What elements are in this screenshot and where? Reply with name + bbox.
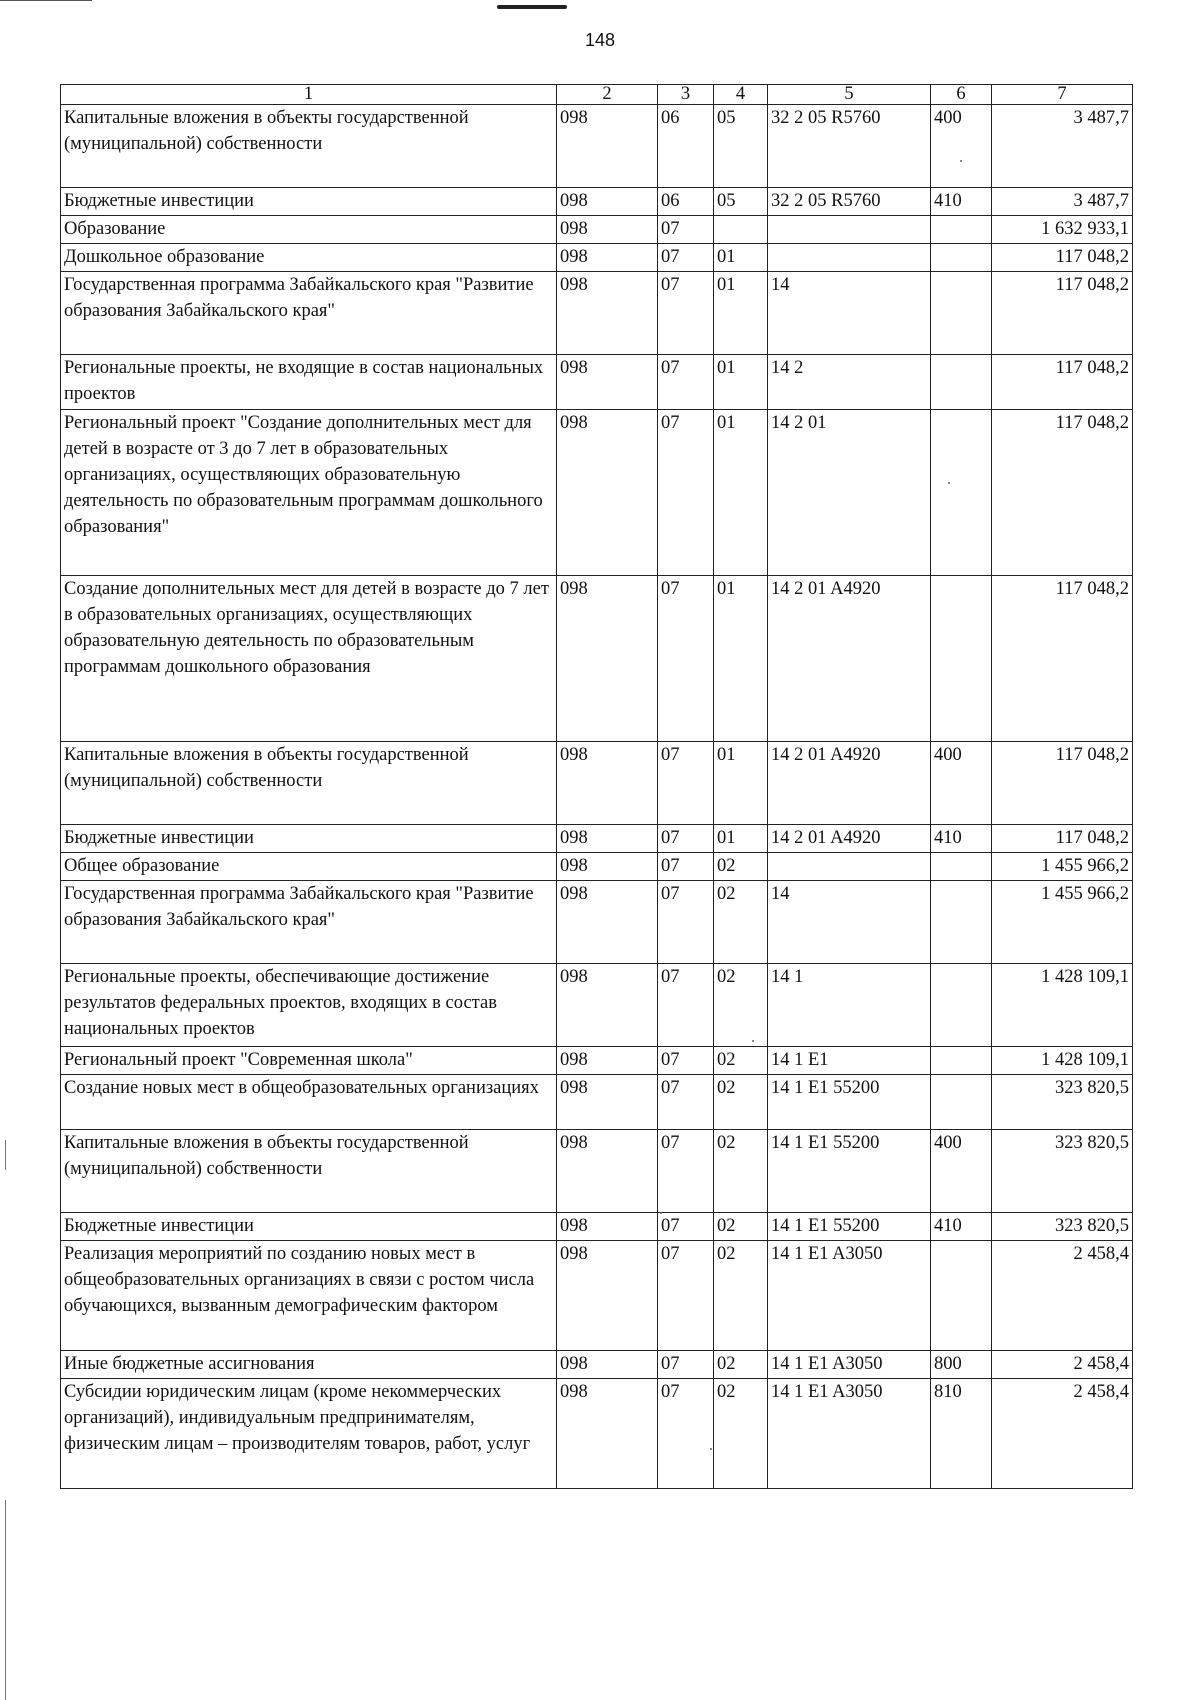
code-cell: 098 xyxy=(557,1379,658,1489)
table-row xyxy=(61,1351,1133,1379)
table-row xyxy=(61,1047,1133,1075)
amount-cell: 1 455 966,2 xyxy=(992,853,1133,881)
row-name-cell: Бюджетные инвестиции xyxy=(61,1213,557,1241)
amount-cell: 117 048,2 xyxy=(992,825,1133,853)
row-name-cell: Региональный проект "Создание дополнительных мест для детей в возрасте от 3 до 7 лет в образовательных организациях, осуществляющих образовательную деятельность по образовательным программам дошкольного образования" xyxy=(61,410,557,576)
amount-cell: 117 048,2 xyxy=(992,355,1133,410)
code-cell: 098 xyxy=(557,1213,658,1241)
amount-cell: 2 458,4 xyxy=(992,1351,1133,1379)
scan-edge-line xyxy=(5,1140,6,1170)
section-cell: 07 xyxy=(658,1075,714,1130)
subsection-cell: 02 xyxy=(714,1213,768,1241)
column-header: 4 xyxy=(714,85,768,105)
column-header: 6 xyxy=(931,85,992,105)
table-row xyxy=(61,742,1133,825)
code-cell: 098 xyxy=(557,1047,658,1075)
target-article-cell: 14 1 E1 55200 xyxy=(768,1213,931,1241)
subsection-cell: 01 xyxy=(714,355,768,410)
subsection-cell: 02 xyxy=(714,1241,768,1351)
page-number: 148 xyxy=(584,30,616,50)
scan-artifact-mark xyxy=(497,5,567,9)
section-cell: 06 xyxy=(658,188,714,216)
code-cell: 098 xyxy=(557,576,658,742)
subsection-cell: 02 xyxy=(714,1130,768,1213)
table-row xyxy=(61,1379,1133,1489)
column-header: 3 xyxy=(658,85,714,105)
code-cell: 098 xyxy=(557,853,658,881)
code-cell: 098 xyxy=(557,216,658,244)
section-cell: 07 xyxy=(658,1047,714,1075)
scan-edge-line xyxy=(5,1500,6,1700)
row-name-cell: Дошкольное образование xyxy=(61,244,557,272)
code-cell: 098 xyxy=(557,244,658,272)
subsection-cell: 02 xyxy=(714,1075,768,1130)
row-name-cell: Реализация мероприятий по созданию новых мест в общеобразовательных организациях в связи с ростом числа обучающихся, вызванным демографическим фактором xyxy=(61,1241,557,1351)
column-header: 5 xyxy=(768,85,931,105)
target-article-cell: 14 xyxy=(768,272,931,355)
subsection-cell: 05 xyxy=(714,105,768,188)
scan-speck xyxy=(948,482,950,484)
expense-type-cell: 410 xyxy=(931,188,992,216)
code-cell: 098 xyxy=(557,272,658,355)
expense-type-cell xyxy=(931,853,992,881)
section-cell: 07 xyxy=(658,244,714,272)
subsection-cell: 01 xyxy=(714,742,768,825)
code-cell: 098 xyxy=(557,1075,658,1130)
amount-cell: 2 458,4 xyxy=(992,1241,1133,1351)
amount-cell: 2 458,4 xyxy=(992,1379,1133,1489)
section-cell: 07 xyxy=(658,1241,714,1351)
amount-cell: 1 428 109,1 xyxy=(992,1047,1133,1075)
row-name-cell: Создание дополнительных мест для детей в возрасте до 7 лет в образовательных организациях, осуществляющих образовательную деятельность по образовательным программам дошкольного образования xyxy=(61,576,557,742)
column-header: 1 xyxy=(61,85,557,105)
table-row xyxy=(61,1075,1133,1130)
row-name-cell: Региональный проект "Современная школа" xyxy=(61,1047,557,1075)
subsection-cell: 01 xyxy=(714,272,768,355)
amount-cell: 3 487,7 xyxy=(992,188,1133,216)
target-article-cell: 14 xyxy=(768,881,931,964)
amount-cell: 1 428 109,1 xyxy=(992,964,1133,1047)
row-name-cell: Государственная программа Забайкальского края "Развитие образования Забайкальского края" xyxy=(61,881,557,964)
amount-cell: 117 048,2 xyxy=(992,576,1133,742)
section-cell: 07 xyxy=(658,410,714,576)
section-cell: 07 xyxy=(658,355,714,410)
row-name-cell: Капитальные вложения в объекты государственной (муниципальной) собственности xyxy=(61,105,557,188)
code-cell: 098 xyxy=(557,105,658,188)
code-cell: 098 xyxy=(557,1351,658,1379)
row-name-cell: Иные бюджетные ассигнования xyxy=(61,1351,557,1379)
row-name-cell: Региональные проекты, не входящие в состав национальных проектов xyxy=(61,355,557,410)
expense-type-cell xyxy=(931,1075,992,1130)
target-article-cell: 32 2 05 R5760 xyxy=(768,105,931,188)
row-name-cell: Государственная программа Забайкальского края "Развитие образования Забайкальского края" xyxy=(61,272,557,355)
table-row xyxy=(61,188,1133,216)
subsection-cell: 02 xyxy=(714,1047,768,1075)
row-name-cell: Общее образование xyxy=(61,853,557,881)
scan-speck xyxy=(960,160,962,162)
subsection-cell: 01 xyxy=(714,244,768,272)
amount-cell: 3 487,7 xyxy=(992,105,1133,188)
scan-speck xyxy=(710,1448,712,1450)
section-cell: 07 xyxy=(658,742,714,825)
table-row xyxy=(61,410,1133,576)
table-row xyxy=(61,244,1133,272)
section-cell: 07 xyxy=(658,964,714,1047)
row-name-cell: Бюджетные инвестиции xyxy=(61,188,557,216)
target-article-cell: 14 2 01 A4920 xyxy=(768,825,931,853)
section-cell: 07 xyxy=(658,1130,714,1213)
scan-speck xyxy=(660,1212,662,1214)
section-cell: 07 xyxy=(658,272,714,355)
target-article-cell: 14 1 E1 A3050 xyxy=(768,1241,931,1351)
code-cell: 098 xyxy=(557,881,658,964)
target-article-cell: 14 2 xyxy=(768,355,931,410)
expense-type-cell xyxy=(931,964,992,1047)
target-article-cell: 14 1 E1 xyxy=(768,1047,931,1075)
target-article-cell: 14 1 E1 A3050 xyxy=(768,1351,931,1379)
table-row xyxy=(61,825,1133,853)
row-name-cell: Образование xyxy=(61,216,557,244)
expense-type-cell xyxy=(931,1241,992,1351)
table-row xyxy=(61,105,1133,188)
code-cell: 098 xyxy=(557,188,658,216)
target-article-cell: 14 2 01 A4920 xyxy=(768,576,931,742)
expense-type-cell: 410 xyxy=(931,825,992,853)
subsection-cell: 02 xyxy=(714,1379,768,1489)
expense-type-cell: 810 xyxy=(931,1379,992,1489)
section-cell: 07 xyxy=(658,216,714,244)
row-name-cell: Создание новых мест в общеобразовательных организациях xyxy=(61,1075,557,1130)
expense-type-cell xyxy=(931,881,992,964)
row-name-cell: Бюджетные инвестиции xyxy=(61,825,557,853)
target-article-cell: 14 2 01 A4920 xyxy=(768,742,931,825)
expense-type-cell xyxy=(931,355,992,410)
amount-cell: 117 048,2 xyxy=(992,742,1133,825)
section-cell: 07 xyxy=(658,853,714,881)
table-row xyxy=(61,216,1133,244)
code-cell: 098 xyxy=(557,825,658,853)
amount-cell: 323 820,5 xyxy=(992,1213,1133,1241)
expense-type-cell: 400 xyxy=(931,105,992,188)
scan-artifact-line xyxy=(0,0,92,1)
code-cell: 098 xyxy=(557,355,658,410)
subsection-cell: 02 xyxy=(714,964,768,1047)
target-article-cell: 32 2 05 R5760 xyxy=(768,188,931,216)
subsection-cell: 02 xyxy=(714,1351,768,1379)
subsection-cell xyxy=(714,216,768,244)
target-article-cell: 14 2 01 xyxy=(768,410,931,576)
section-cell: 07 xyxy=(658,1351,714,1379)
subsection-cell: 01 xyxy=(714,825,768,853)
amount-cell: 117 048,2 xyxy=(992,410,1133,576)
section-cell: 07 xyxy=(658,881,714,964)
table-row xyxy=(61,853,1133,881)
expense-type-cell xyxy=(931,410,992,576)
column-header: 2 xyxy=(557,85,658,105)
section-cell: 07 xyxy=(658,576,714,742)
expense-type-cell xyxy=(931,576,992,742)
expense-type-cell: 400 xyxy=(931,742,992,825)
code-cell: 098 xyxy=(557,1130,658,1213)
amount-cell: 1 455 966,2 xyxy=(992,881,1133,964)
section-cell: 06 xyxy=(658,105,714,188)
amount-cell: 117 048,2 xyxy=(992,272,1133,355)
expense-type-cell xyxy=(931,1047,992,1075)
amount-cell: 323 820,5 xyxy=(992,1075,1133,1130)
subsection-cell: 01 xyxy=(714,576,768,742)
subsection-cell: 02 xyxy=(714,881,768,964)
table-row xyxy=(61,1241,1133,1351)
code-cell: 098 xyxy=(557,742,658,825)
section-cell: 07 xyxy=(658,1379,714,1489)
table-row xyxy=(61,355,1133,410)
row-name-cell: Региональные проекты, обеспечивающие достижение результатов федеральных проектов, входящих в состав национальных проектов xyxy=(61,964,557,1047)
code-cell: 098 xyxy=(557,1241,658,1351)
table-row xyxy=(61,272,1133,355)
subsection-cell: 02 xyxy=(714,853,768,881)
expense-type-cell xyxy=(931,244,992,272)
amount-cell: 1 632 933,1 xyxy=(992,216,1133,244)
target-article-cell xyxy=(768,244,931,272)
expense-type-cell: 800 xyxy=(931,1351,992,1379)
table-row xyxy=(61,1130,1133,1213)
expense-type-cell: 400 xyxy=(931,1130,992,1213)
column-header: 7 xyxy=(992,85,1133,105)
code-cell: 098 xyxy=(557,410,658,576)
row-name-cell: Капитальные вложения в объекты государственной (муниципальной) собственности xyxy=(61,1130,557,1213)
budget-table xyxy=(60,84,1133,1489)
subsection-cell: 05 xyxy=(714,188,768,216)
amount-cell: 323 820,5 xyxy=(992,1130,1133,1213)
target-article-cell: 14 1 E1 55200 xyxy=(768,1075,931,1130)
table-row xyxy=(61,964,1133,1047)
table-row xyxy=(61,881,1133,964)
table-header-row xyxy=(61,85,1133,105)
expense-type-cell xyxy=(931,272,992,355)
section-cell: 07 xyxy=(658,1213,714,1241)
amount-cell: 117 048,2 xyxy=(992,244,1133,272)
table-row xyxy=(61,1213,1133,1241)
expense-type-cell xyxy=(931,216,992,244)
code-cell: 098 xyxy=(557,964,658,1047)
row-name-cell: Капитальные вложения в объекты государственной (муниципальной) собственности xyxy=(61,742,557,825)
scan-speck xyxy=(752,1040,754,1042)
target-article-cell: 14 1 E1 A3050 xyxy=(768,1379,931,1489)
row-name-cell: Субсидии юридическим лицам (кроме некоммерческих организаций), индивидуальным предпринимателям, физическим лицам – производителям товаров, работ, услуг xyxy=(61,1379,557,1489)
table-row xyxy=(61,576,1133,742)
target-article-cell xyxy=(768,853,931,881)
section-cell: 07 xyxy=(658,825,714,853)
target-article-cell: 14 1 E1 55200 xyxy=(768,1130,931,1213)
target-article-cell xyxy=(768,216,931,244)
expense-type-cell: 410 xyxy=(931,1213,992,1241)
target-article-cell: 14 1 xyxy=(768,964,931,1047)
subsection-cell: 01 xyxy=(714,410,768,576)
